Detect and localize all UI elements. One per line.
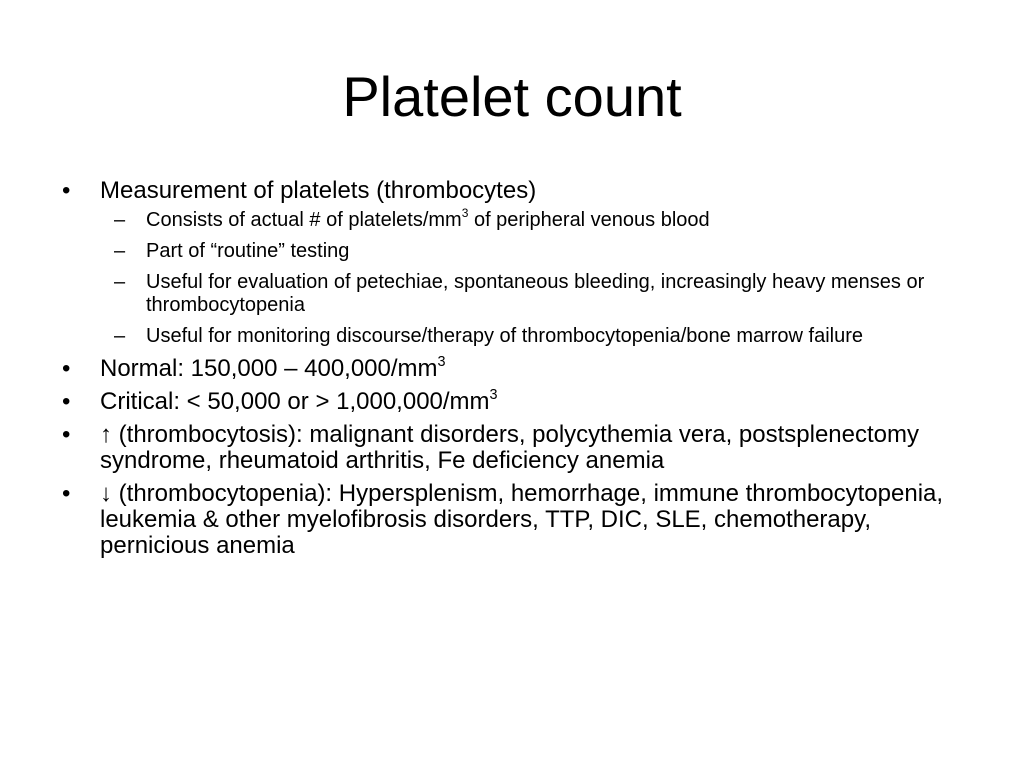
dash-icon: – (114, 325, 126, 347)
bullet-text-thrombocytosis: ↑ (thrombocytosis): malignant disorders, polycythemia vera, postsplenectomy syndrome, rheumatoid arthritis, Fe deficiency anemia (100, 421, 919, 474)
sub-bullet-text-pre: Consists of actual # of platelets/mm (146, 209, 462, 231)
bullet-text-normal: Normal: 150,000 – 400,000/mm (100, 355, 438, 382)
dash-icon: – (114, 209, 126, 231)
superscript-3: 3 (437, 353, 446, 370)
bullet-icon: • (62, 177, 71, 204)
sub-bullet-text: Part of “routine” testing (146, 240, 350, 262)
superscript-3: 3 (461, 206, 469, 221)
bullet-icon: • (62, 480, 71, 507)
bullet-item (62, 422, 962, 474)
sub-bullet-item (100, 271, 962, 317)
sub-bullet-item (100, 206, 962, 232)
sub-bullet-item (100, 240, 962, 263)
dash-icon: – (114, 271, 126, 293)
sub-bullet-item (100, 325, 962, 348)
bullet-icon: • (62, 355, 71, 382)
superscript-3: 3 (489, 386, 498, 403)
bullet-item (62, 353, 962, 382)
bullet-text-thrombocytopenia: ↓ (thrombocytopenia): Hypersplenism, hemorrhage, immune thrombocytopenia, leukemia & other myelofibrosis disorders, TTP, DIC, SLE, chemotherapy, pernicious anemia (100, 480, 944, 559)
bullet-text-critical: Critical: < 50,000 or > 1,000,000/mm (100, 388, 490, 415)
dash-icon: – (114, 240, 126, 262)
sub-bullet-list (100, 206, 962, 348)
bullet-item (62, 481, 962, 559)
bullet-icon: • (62, 421, 71, 448)
bullet-icon: • (62, 388, 71, 415)
bullet-text: Measurement of platelets (thrombocytes) (100, 177, 537, 204)
sub-bullet-text: Useful for evaluation of petechiae, spontaneous bleeding, increasingly heavy menses or thrombocytopenia (146, 271, 925, 316)
bullet-item (62, 386, 962, 415)
sub-bullet-text: Useful for monitoring discourse/therapy of thrombocytopenia/bone marrow failure (146, 325, 864, 347)
bullet-item (62, 178, 962, 348)
bullet-list (62, 178, 962, 566)
slide-title: Platelet count (342, 65, 682, 128)
sub-bullet-text-post: of peripheral venous blood (468, 209, 710, 231)
